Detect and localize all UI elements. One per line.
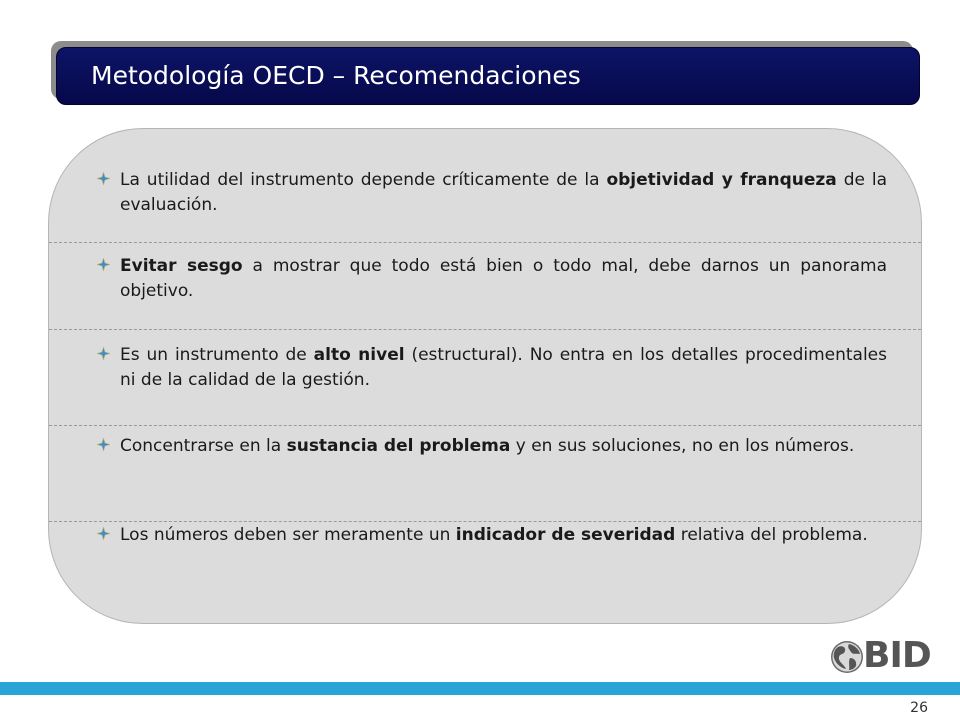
- bottom-stripe: [0, 682, 960, 695]
- item-text-bold: alto nivel: [313, 345, 405, 365]
- item-text-bold: objetividad y franqueza: [606, 170, 837, 190]
- item-text: [120, 168, 887, 218]
- item-text-bold: Evitar sesgo: [120, 256, 243, 276]
- slide-title: Metodología OECD – Recomendaciones: [91, 61, 581, 90]
- divider: [49, 329, 921, 330]
- diamond-bullet-icon: [97, 258, 110, 271]
- item-text-run: de la evaluación.: [120, 170, 888, 215]
- divider: [49, 242, 921, 243]
- content-panel: [48, 128, 922, 624]
- item-text: [120, 523, 887, 548]
- item-text: [120, 254, 887, 304]
- item-text-bold: sustancia del problema: [286, 436, 511, 456]
- diamond-bullet-icon: [97, 347, 110, 360]
- item-text-run: relativa del problema.: [675, 525, 868, 545]
- diamond-bullet-icon: [97, 527, 110, 540]
- divider: [49, 425, 921, 426]
- page-number: 26: [910, 700, 928, 716]
- item-text: [120, 434, 887, 459]
- item-text-run: a mostrar que todo está bien o todo mal, debe darnos un panorama objetivo.: [120, 256, 887, 301]
- title-bar: [56, 47, 920, 105]
- bid-logo: [830, 635, 931, 676]
- divider: [49, 521, 921, 522]
- item-text: [120, 343, 887, 393]
- item-text-run: Concentrarse en la: [120, 436, 287, 456]
- diamond-bullet-icon: [97, 172, 110, 185]
- diamond-bullet-icon: [97, 438, 110, 451]
- item-text-run: La utilidad del instrumento depende críticamente de la: [120, 170, 607, 190]
- item-text-bold: indicador de severidad: [455, 525, 676, 545]
- item-text-run: y en sus soluciones, no en los números.: [510, 436, 855, 456]
- item-text-run: Los números deben ser meramente un: [120, 525, 456, 545]
- item-text-run: (estructural). No entra en los detalles procedimentales ni de la calidad de la gestión.: [120, 345, 887, 390]
- item-text-run: Es un instrumento de: [120, 345, 314, 365]
- logo-text: BID: [863, 635, 931, 676]
